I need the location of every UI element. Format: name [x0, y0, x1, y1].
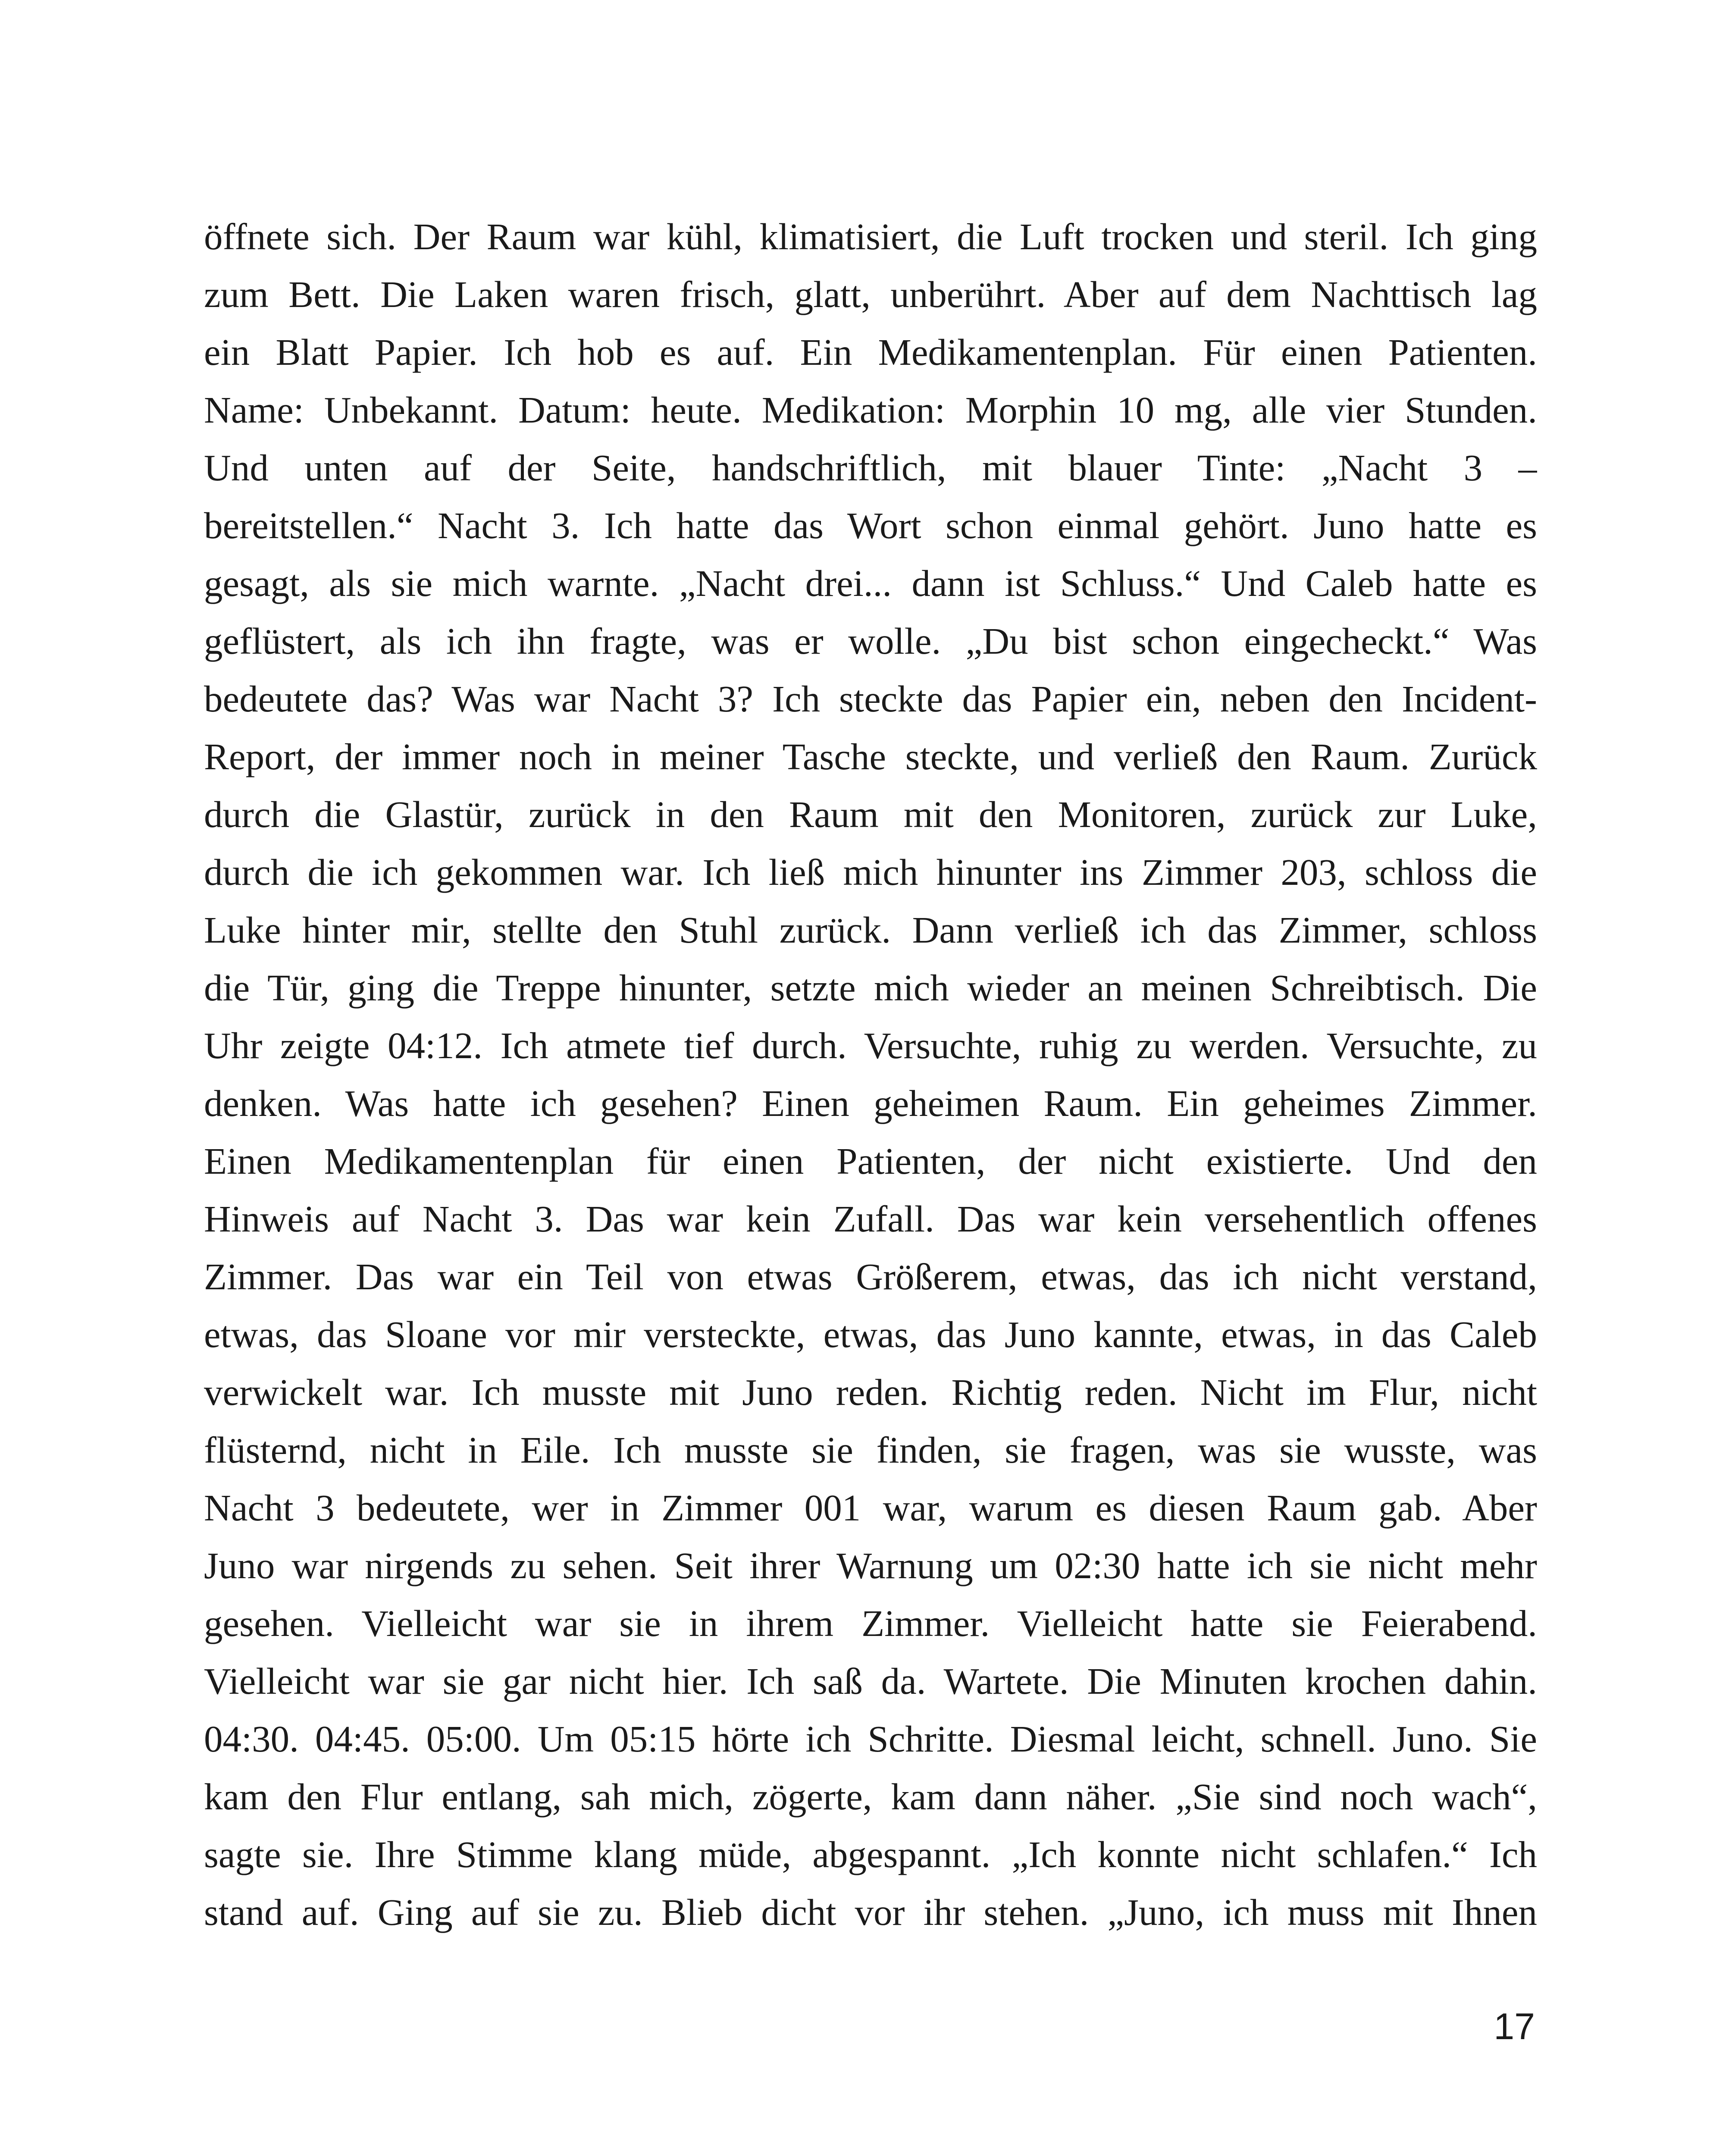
text-line: Einen Medikamentenplan für einen Patienten, der nicht existierte. Und den [204, 1140, 1537, 1182]
text-line: bereitstellen.“ Nacht 3. Ich hatte das Wort schon einmal gehört. Juno hatte es [204, 505, 1537, 546]
text-line: Nacht 3 bedeutete, wer in Zimmer 001 war, warum es diesen Raum gab. Aber [204, 1487, 1537, 1529]
text-line: gesehen. Vielleicht war sie in ihrem Zimmer. Vielleicht hatte sie Feierabend. [204, 1602, 1537, 1644]
text-line: 04:30. 04:45. 05:00. Um 05:15 hörte ich Schritte. Diesmal leicht, schnell. Juno. Sie [204, 1718, 1537, 1760]
text-line: gesagt, als sie mich warnte. „Nacht drei... dann ist Schluss.“ Und Caleb hatte es [204, 562, 1537, 604]
text-line: verwickelt war. Ich musste mit Juno reden. Richtig reden. Nicht im Flur, nicht [204, 1371, 1537, 1413]
text-line: öffnete sich. Der Raum war kühl, klimatisiert, die Luft trocken und steril. Ich ging [204, 216, 1537, 257]
body-text [204, 208, 1537, 1941]
page-number: 17 [1494, 2006, 1535, 2047]
text-line: Luke hinter mir, stellte den Stuhl zurück. Dann verließ ich das Zimmer, schloss [204, 909, 1537, 951]
text-line: Juno war nirgends zu sehen. Seit ihrer Warnung um 02:30 hatte ich sie nicht mehr [204, 1545, 1537, 1586]
text-line: Zimmer. Das war ein Teil von etwas Größerem, etwas, das ich nicht verstand, [204, 1256, 1537, 1297]
text-line: Uhr zeigte 04:12. Ich atmete tief durch. Versuchte, ruhig zu werden. Versuchte, zu [204, 1025, 1537, 1066]
text-line: geflüstert, als ich ihn fragte, was er wolle. „Du bist schon eingecheckt.“ Was [204, 620, 1537, 662]
text-line: zum Bett. Die Laken waren frisch, glatt, unberührt. Aber auf dem Nachttisch lag [204, 273, 1537, 315]
text-line: durch die Glastür, zurück in den Raum mit den Monitoren, zurück zur Luke, [204, 793, 1537, 835]
text-line: Vielleicht war sie gar nicht hier. Ich saß da. Wartete. Die Minuten krochen dahin. [204, 1660, 1537, 1702]
text-line: sagte sie. Ihre Stimme klang müde, abgespannt. „Ich konnte nicht schlafen.“ Ich [204, 1833, 1537, 1875]
text-line: durch die ich gekommen war. Ich ließ mich hinunter ins Zimmer 203, schloss die [204, 851, 1537, 893]
text-line: Hinweis auf Nacht 3. Das war kein Zufall. Das war kein versehentlich offenes [204, 1198, 1537, 1240]
text-line: ein Blatt Papier. Ich hob es auf. Ein Medikamentenplan. Für einen Patienten. [204, 331, 1537, 373]
text-line: Name: Unbekannt. Datum: heute. Medikation: Morphin 10 mg, alle vier Stunden. [204, 389, 1537, 431]
text-line: kam den Flur entlang, sah mich, zögerte, kam dann näher. „Sie sind noch wach“, [204, 1776, 1537, 1818]
text-line: Und unten auf der Seite, handschriftlich, mit blauer Tinte: „Nacht 3 – [204, 447, 1537, 489]
text-line: flüsternd, nicht in Eile. Ich musste sie finden, sie fragen, was sie wusste, was [204, 1429, 1537, 1471]
text-line: die Tür, ging die Treppe hinunter, setzte mich wieder an meinen Schreibtisch. Die [204, 967, 1537, 1009]
text-line: Report, der immer noch in meiner Tasche steckte, und verließ den Raum. Zurück [204, 736, 1537, 777]
text-line: denken. Was hatte ich gesehen? Einen geheimen Raum. Ein geheimes Zimmer. [204, 1082, 1537, 1124]
text-line: bedeutete das? Was war Nacht 3? Ich steckte das Papier ein, neben den Incident- [204, 678, 1537, 720]
text-line: etwas, das Sloane vor mir versteckte, etwas, das Juno kannte, etwas, in das Caleb [204, 1313, 1537, 1355]
text-line: stand auf. Ging auf sie zu. Blieb dicht vor ihr stehen. „Juno, ich muss mit Ihnen [204, 1891, 1537, 1933]
